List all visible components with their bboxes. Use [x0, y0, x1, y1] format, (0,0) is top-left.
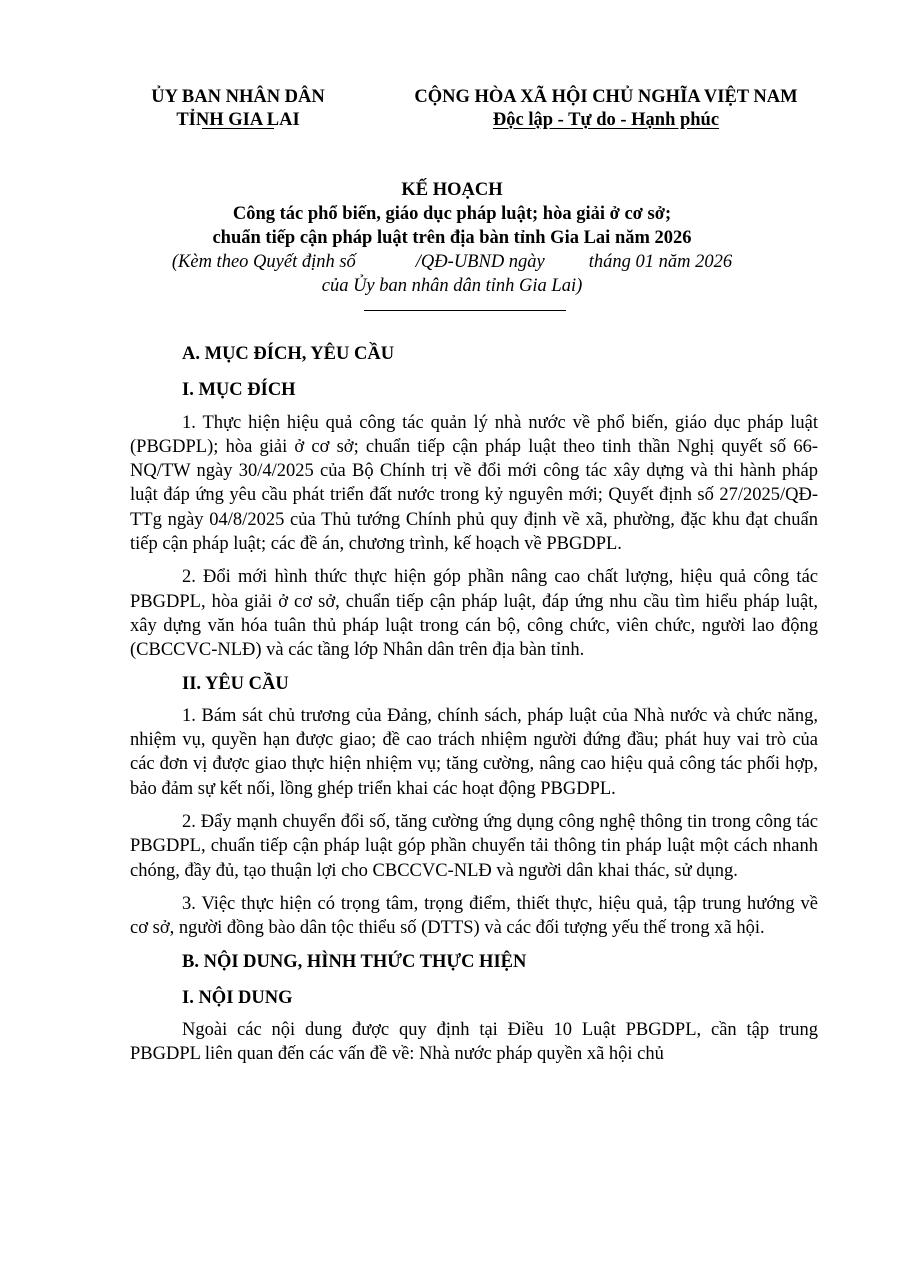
- attachment-note-part-2: /QĐ-UBND ngày: [415, 252, 545, 272]
- attachment-note-part-3: tháng 01 năm 2026: [588, 252, 733, 272]
- attachment-note-part-1: (Kèm theo Quyết định số: [171, 252, 356, 272]
- paragraph: Ngoài các nội dung được quy định tại Điều 10 Luật PBGDPL, cần tập trung PBGDPL liên quan đến các vấn đề về: Nhà nước pháp quyền xã hội chủ: [130, 1020, 818, 1065]
- paragraph: 1. Thực hiện hiệu quả công tác quản lý nhà nước về phổ biến, giáo dục pháp luật (PBGDPL); hòa giải ở cơ sở; chuẩn tiếp cận pháp luật theo tinh thần Nghị quyết số 66-NQ/TW ngày 30/4/2025 của Bộ Chính trị về đổi mới công tác xây dựng và thi hành pháp luật đáp ứng yêu cầu phát triển đất nước trong kỷ nguyên mới; Quyết định số 27/2025/QĐ-TTg ngày 04/8/2025 của Thủ tướng Chính phủ quy định về xã, phường, đặc khu đạt chuẩn tiếp cận pháp luật; các đề án, chương trình, kế hoạch về PBGDPL.: [130, 412, 818, 555]
- paragraph: 2. Đẩy mạnh chuyển đổi số, tăng cường ứng dụng công nghệ thông tin trong công tác PBGDPL, chuẩn tiếp cận pháp luật góp phần chuyển tải thông tin pháp luật một cách nhanh chóng, đầy đủ, tạo thuận lợi cho CBCCVC-NLĐ và người dân khai thác, sử dụng.: [130, 812, 818, 881]
- attachment-note: [120, 250, 784, 274]
- title-line-2: chuẩn tiếp cận pháp luật trên địa bàn tỉnh Gia Lai năm 2026: [212, 228, 692, 248]
- agency-province: TỈNH GIA LAI: [176, 110, 300, 130]
- document-type: KẾ HOẠCH: [401, 180, 503, 200]
- section-b1-heading: I. NỘI DUNG: [182, 987, 293, 1008]
- paragraph: 2. Đổi mới hình thức thực hiện góp phần nâng cao chất lượng, hiệu quả công tác PBGDPL, hòa giải ở cơ sở, chuẩn tiếp cận pháp luật, đáp ứng nhu cầu tìm hiểu pháp luật, xây dựng văn hóa tuân thủ pháp luật trong cán bộ, công chức, viên chức, người lao động (CBCCVC-NLĐ) và các tầng lớp Nhân dân trên địa bàn tỉnh.: [130, 567, 818, 661]
- paragraph: 3. Việc thực hiện có trọng tâm, trọng điểm, thiết thực, hiệu quả, tập trung hướng về cơ sở, người đồng bào dân tộc thiểu số (DTTS) và các đối tượng yếu thế trong xã hội.: [130, 893, 818, 939]
- section-a-heading: A. MỤC ĐÍCH, YÊU CẦU: [182, 344, 395, 364]
- attachment-note-line-2: của Ủy ban nhân dân tỉnh Gia Lai): [321, 276, 583, 296]
- document-title-block: [120, 178, 784, 298]
- section-a2-heading: II. YÊU CẦU: [182, 673, 289, 694]
- document-body: [130, 342, 818, 1076]
- agency-name: ỦY BAN NHÂN DÂN: [151, 87, 325, 107]
- section-b-heading: B. NỘI DUNG, HÌNH THỨC THỰC HIỆN: [182, 951, 527, 972]
- national-header: [388, 86, 824, 132]
- national-motto: Độc lập - Tự do - Hạnh phúc: [492, 110, 720, 130]
- issuing-agency: [128, 86, 348, 132]
- country-name: CỘNG HÒA XÃ HỘI CHỦ NGHĨA VIỆT NAM: [414, 87, 798, 107]
- title-line-1: Công tác phổ biến, giáo dục pháp luật; hòa giải ở cơ sở;: [232, 204, 672, 224]
- title-divider: [364, 310, 566, 311]
- paragraph: 1. Bám sát chủ trương của Đảng, chính sách, pháp luật của Nhà nước và chức năng, nhiệm vụ, quyền hạn được giao; đề cao trách nhiệm người đứng đầu; phát huy vai trò của các đơn vị được giao thực hiện nhiệm vụ; tăng cường, nâng cao hiệu quả công tác phối hợp, bảo đảm sự kết nối, lồng ghép triển khai các hoạt động PBGDPL.: [130, 705, 818, 799]
- agency-underline: [202, 128, 274, 129]
- section-a1-heading: I. MỤC ĐÍCH: [182, 380, 296, 401]
